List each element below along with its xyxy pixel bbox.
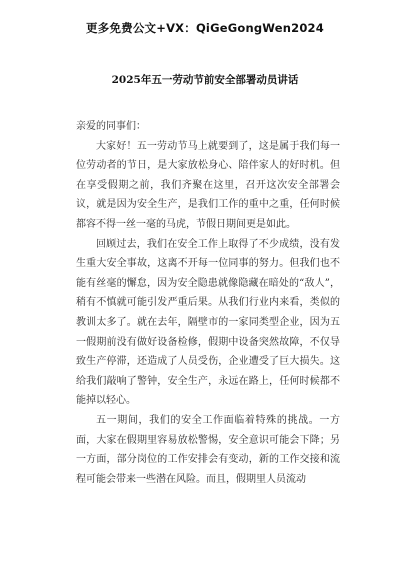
watermark-header: 更多免费公文+VX：QiGeGongWen2024 <box>86 21 324 35</box>
paragraph-1: 大家好！五一劳动节马上就要到了，这是属于我们每一位劳动者的节日，是大家放松身心、陪伴家人的好时机。但在享受假期之前，我们齐聚在这里，召开这次安全部署会议，就是因为安全生产，是我们工作的重中之重，任何时候都容不得一丝一毫的马虎，节假日期间更是如此。 <box>76 140 340 230</box>
greeting: 亲爱的同事们： <box>76 121 146 132</box>
document-title: 2025年五一劳动节前安全部署动员讲话 <box>111 74 299 86</box>
paragraph-3: 五一期间，我们的安全工作面临着特殊的挑战。一方面，大家在假期里容易放松警惕，安全意识可能会下降；另一方面，部分岗位的工作安排会有变动，新的工作交接和流程可能会带来一些潜在风险。而且，假期里人员流动 <box>76 414 340 485</box>
document-body <box>76 117 340 489</box>
paragraph-2: 回顾过去，我们在安全工作上取得了不少成绩，没有发生重大安全事故，这离不开每一位同事的努力。但我们也不能有丝毫的懈怠，因为安全隐患就像隐藏在暗处的“敌人”，稍有不慎就可能引发严重后果。从我们行业内来看，类似的教训太多了。就在去年，隔壁市的一家同类型企业，因为五一假期前没有做好设备检修，假期中设备突然故障，不仅导致生产停滞，还造成了人员受伤，企业遭受了巨大损失。这给我们敲响了警钟，安全生产，永远在路上，任何时候都不能掉以轻心。 <box>76 238 340 407</box>
